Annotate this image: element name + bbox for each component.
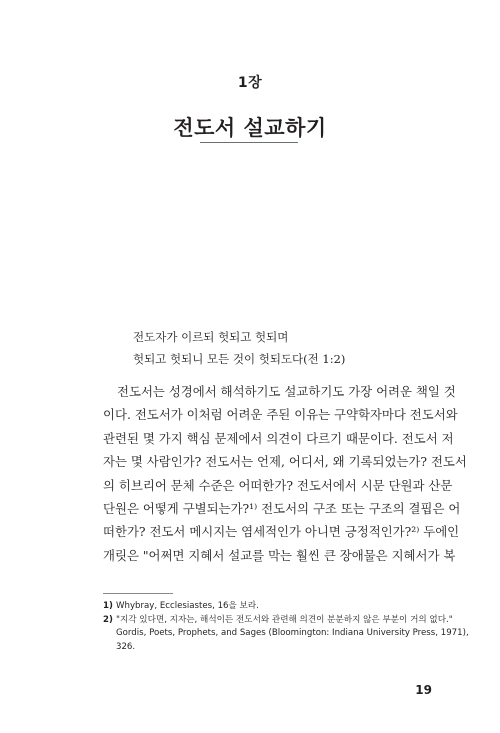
chapter-title: 전도서 설교하기 [173,116,327,140]
body-paragraph [103,380,467,567]
body-line: 전도서는 성경에서 해석하기도 설교하기도 가장 어려운 책일 것 [117,384,456,399]
footnote-marker: 1) [103,601,113,611]
body-line: 의 히브리어 문체 수준은 어떠한가? 전도서에서 시문 단원과 산문 [103,477,453,493]
footnote-text: Gordis, Poets, Prophets, and Sages (Bloomington: Indiana University Press, 1971), [116,628,469,639]
epigraph-line: 헛되고 헛되니 모든 것이 헛되도다(전 1:2) [133,352,346,366]
footnote-marker: 2) [103,614,113,625]
footnote-1 [103,600,413,614]
footnote-text: Whybray, Ecclesiastes, 16을 보라. [116,601,259,611]
body-line: 자는 몇 사람인가? 전도서는 언제, 어디서, 왜 기록되었는가? 전도서 [103,454,467,470]
body-line: 개릿은 "어쩌면 지혜서 설교를 막는 훨씬 큰 장애물은 지혜서가 복 [103,547,456,563]
footnote-divider [103,593,173,594]
footnote-text: "지각 있다면, 지자는, 해석이든 전도서와 관련해 의견이 분분하지 않은 부분이 거의 없다." [116,614,453,625]
body-line: 떠한가? 전도서 메시지는 염세적인가 아니면 긍정적인가?²⁾ 두에인 [103,524,460,540]
epigraph-line: 전도자가 이르되 헛되고 헛되며 [133,330,289,344]
epigraph [133,326,345,370]
body-line: 단원은 어떻게 구별되는가?¹⁾ 전도서의 구조 또는 구조의 결핍은 어 [103,501,461,517]
body-line: 이다. 전도서가 이처럼 어려운 주된 이유는 구약학자마다 전도서와 [103,407,458,423]
page-number: 19 [415,683,432,697]
footnote-2 [103,614,469,655]
chapter-label: 1장 [237,75,263,91]
footnote-text: 326. [116,641,136,652]
title-underline [200,142,298,143]
body-line: 관련된 몇 가지 핵심 문제에서 의견이 다르기 때문이다. 전도서 저 [103,430,454,446]
footnotes [103,600,469,654]
